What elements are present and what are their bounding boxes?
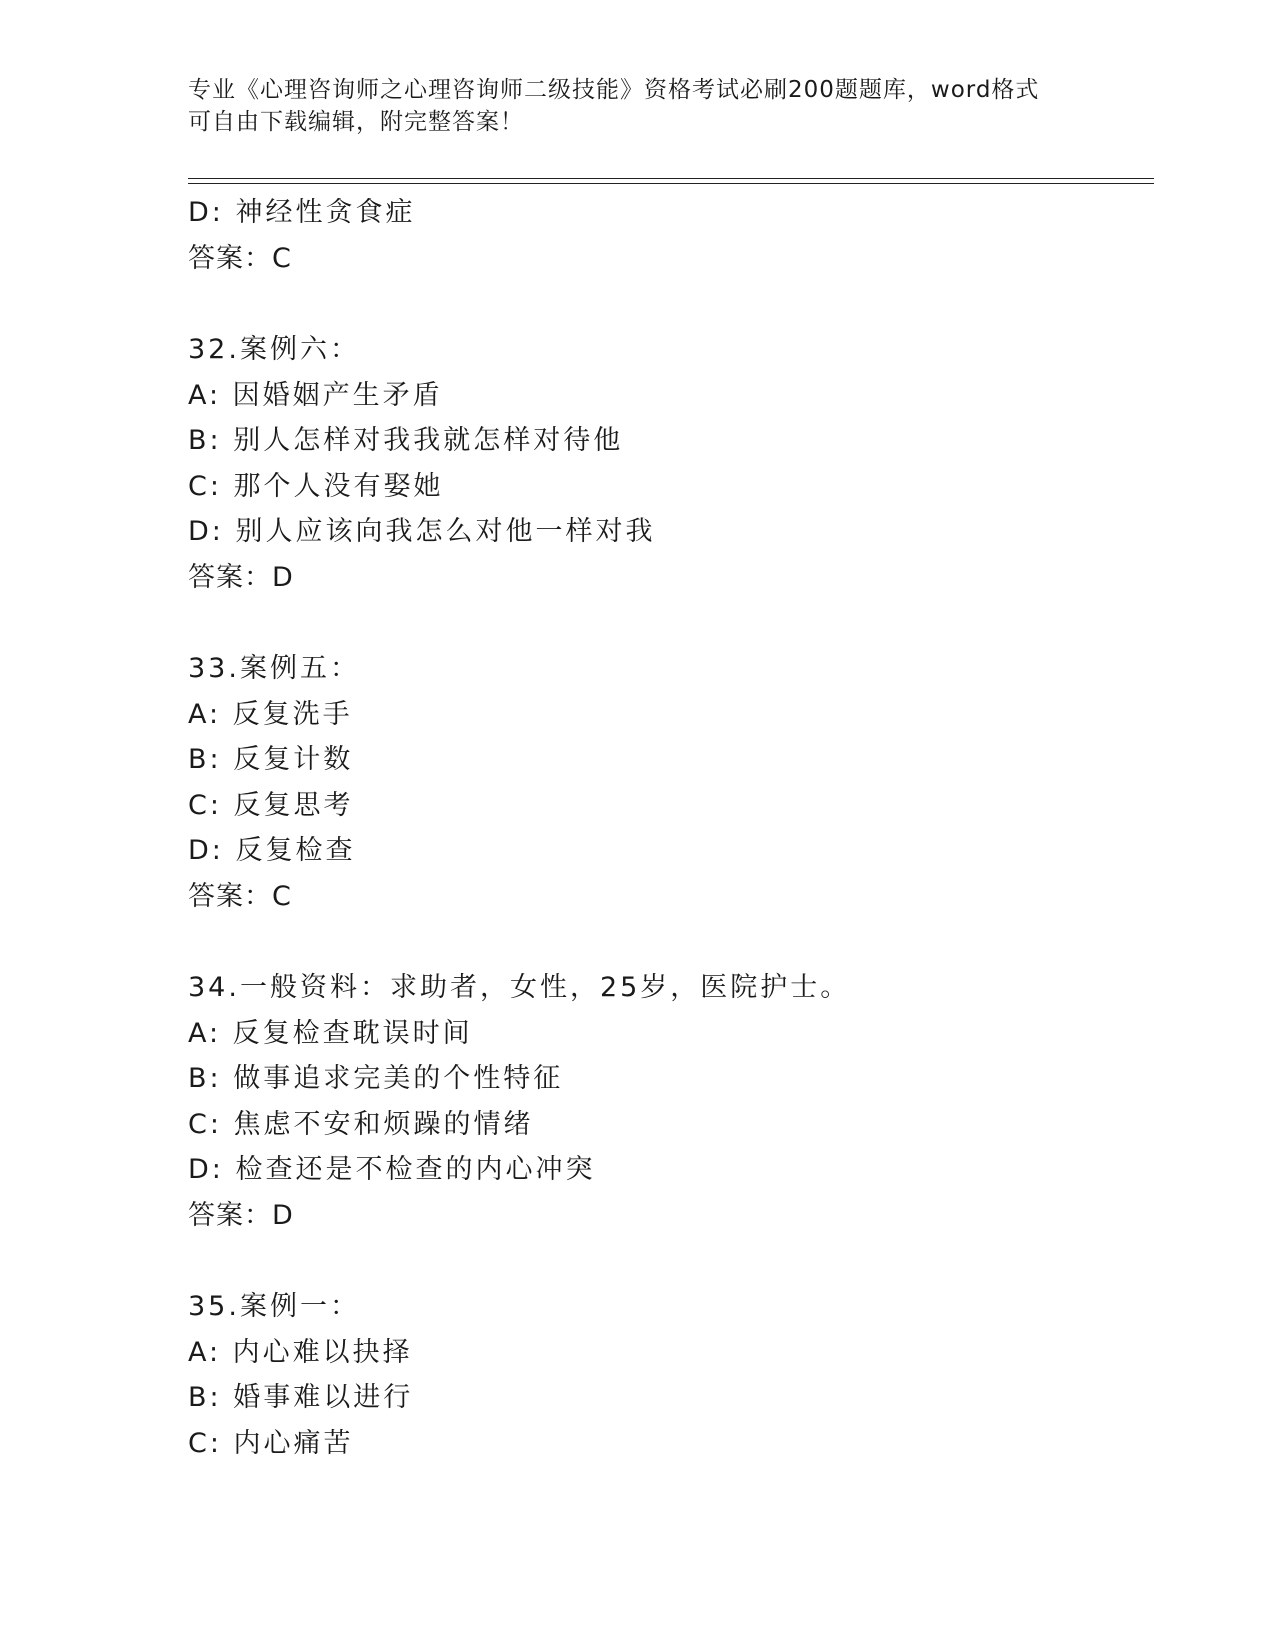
option-c: C: 那个人没有娶她 xyxy=(188,470,444,502)
question-block xyxy=(188,327,1148,600)
document-header xyxy=(188,74,1088,138)
question-list xyxy=(188,190,1148,1466)
answer-line: 答案：D xyxy=(188,1199,294,1231)
question-block xyxy=(188,965,1148,1238)
question-title: 34.一般资料：求助者，女性，25岁，医院护士。 xyxy=(188,972,851,1003)
option-a: A: 反复检查耽误时间 xyxy=(188,1017,473,1049)
option-b: B: 别人怎样对我我就怎样对待他 xyxy=(188,425,624,456)
option-d: D: 神经性贪食症 xyxy=(188,197,416,228)
question-block xyxy=(188,190,1148,281)
option-d: D: 检查还是不检查的内心冲突 xyxy=(188,1154,596,1185)
option-c: C: 焦虑不安和烦躁的情绪 xyxy=(188,1108,534,1140)
question-block xyxy=(188,646,1148,919)
question-title: 35.案例一： xyxy=(188,1291,360,1322)
spacer xyxy=(188,1238,1148,1284)
question-title: 33.案例五： xyxy=(188,653,360,684)
spacer xyxy=(188,281,1148,327)
option-a: A: 内心难以抉择 xyxy=(188,1336,413,1368)
header-divider-top xyxy=(188,178,1154,179)
option-c: C: 内心痛苦 xyxy=(188,1427,354,1459)
option-d: D: 别人应该向我怎么对他一样对我 xyxy=(188,516,656,547)
option-b: B: 反复计数 xyxy=(188,744,354,775)
option-a: A: 反复洗手 xyxy=(188,698,353,730)
answer-line: 答案：C xyxy=(188,880,292,912)
answer-line: 答案：C xyxy=(188,242,292,274)
option-b: B: 婚事难以进行 xyxy=(188,1382,414,1413)
option-d: D: 反复检查 xyxy=(188,835,356,866)
question-block xyxy=(188,1284,1148,1466)
spacer xyxy=(188,600,1148,646)
option-a: A: 因婚姻产生矛盾 xyxy=(188,379,443,411)
question-title: 32.案例六： xyxy=(188,334,360,365)
answer-line: 答案：D xyxy=(188,561,294,593)
option-c: C: 反复思考 xyxy=(188,789,354,821)
header-line-1: 专业《心理咨询师之心理咨询师二级技能》资格考试必刷200题题库，word格式 xyxy=(188,77,1040,103)
option-b: B: 做事追求完美的个性特征 xyxy=(188,1063,564,1094)
header-line-2: 可自由下载编辑，附完整答案！ xyxy=(188,109,524,135)
spacer xyxy=(188,919,1148,965)
header-divider-bottom xyxy=(188,183,1154,184)
